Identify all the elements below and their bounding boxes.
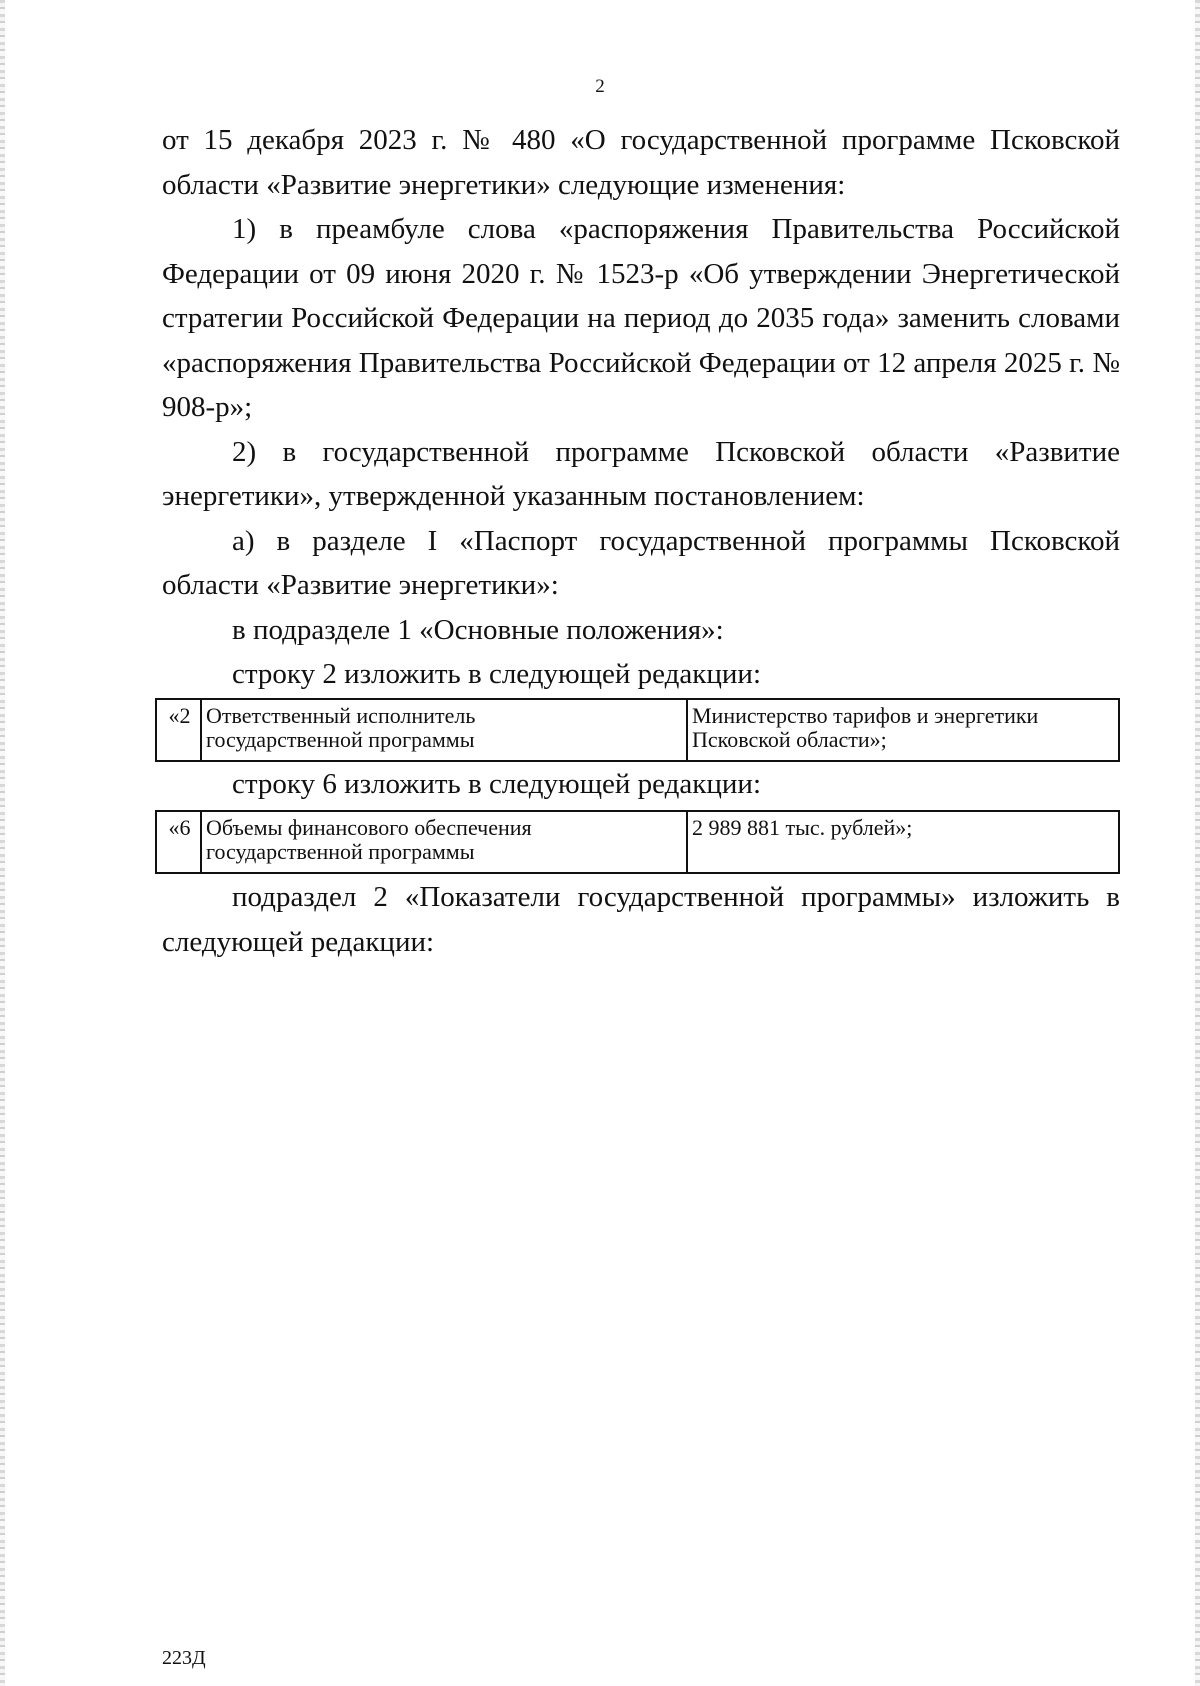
paragraph-subsection-1: в подразделе 1 «Основные положения»: [232,613,724,646]
paragraph-item-2: 2) в государственной программе Псковской области «Развитие энергетики», утвержденной указанным постановлением: [162,435,1120,512]
row-description-line: государственной программы [206,726,475,752]
row-value-line: 2 989 881 тыс. рублей»; [692,815,913,840]
paragraph-intro: от 15 декабря 2023 г. № 480 «О государственной программе Псковской области «Развитие энергетики» следующие изменения: [162,124,1120,201]
paragraph-row-6-instruction: строку 6 изложить в следующей редакции: [232,767,761,800]
document-body [162,118,1120,964]
table-row-2 [155,698,1120,762]
paragraph-item-a: а) в разделе I «Паспорт государственной программы Псковской области «Развитие энергетики»: [162,524,1120,601]
paragraph-subsection-2: подраздел 2 «Показатели государственной программы» изложить в следующей редакции: [162,881,1120,958]
table-row [156,811,1119,873]
row-description-cell [201,699,687,761]
row-description-line: Объемы финансового обеспечения [206,815,532,840]
row-number-cell: «2 [156,699,201,761]
row-value-cell [687,699,1119,761]
row-value-cell [687,811,1119,873]
row-value-line: Псковской области»; [692,726,887,752]
paragraph-row-2-instruction: строку 2 изложить в следующей редакции: [232,658,761,690]
scan-edge-left [0,0,5,1686]
row-description-line: государственной программы [206,839,475,864]
page-number: 2 [595,76,605,97]
paragraph-item-1: 1) в преамбуле слова «распоряжения Правительства Российской Федерации от 09 июня 2020 г. № 1523-р «Об утверждении Энергетической стратегии Российской Федерации на период до 2035 года» заменить словами «распоряжения Правительства Российской Федерации от 12 апреля 2025 г. № 908-р»; [162,213,1120,423]
document-code: 223Д [162,1647,206,1669]
row-description-cell [201,811,687,873]
scan-edge-right [1195,0,1200,1686]
table-row-6 [155,810,1120,874]
table-row [156,699,1119,761]
row-number-cell: «6 [156,811,201,873]
row-value-line: Министерство тарифов и энергетики [692,702,1039,728]
row-description-line: Ответственный исполнитель [206,702,476,728]
